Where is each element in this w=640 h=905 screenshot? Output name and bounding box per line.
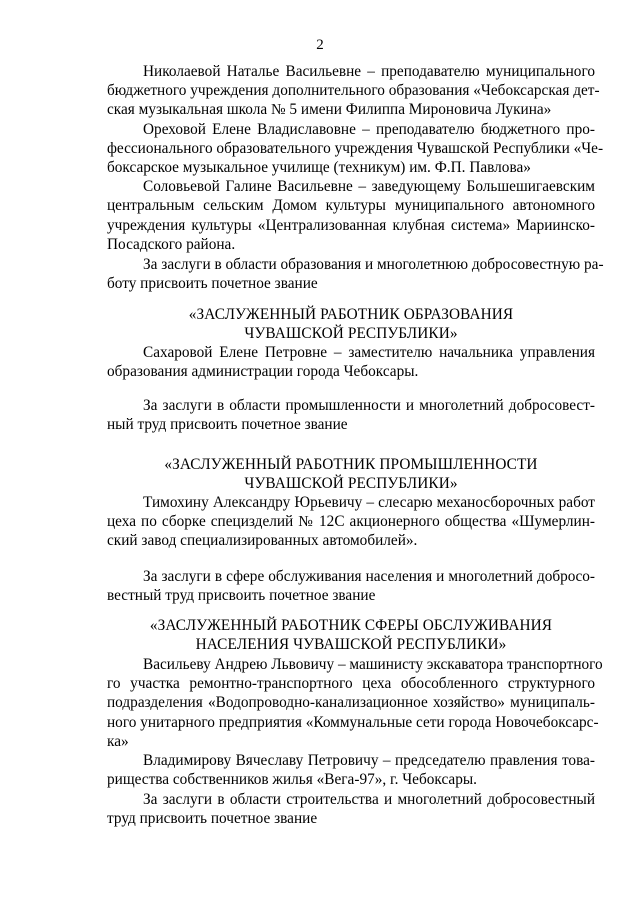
text-line: центральным сельским Домом культуры муниципального автономного: [107, 197, 595, 215]
text-line: За заслуги в области строительства и многолетний добросовестный: [143, 791, 595, 808]
honorary-title-education: [107, 306, 595, 343]
text-line: Ореховой Елене Владиславовне – преподавателю бюджетного про-: [143, 120, 595, 138]
title-line: НАСЕЛЕНИЯ ЧУВАШСКОЙ РЕСПУБЛИКИ»: [195, 635, 507, 653]
text-line: Владимирову Вячеславу Петровичу – председателю правления това-: [143, 751, 595, 769]
text-line: боксарское музыкальное училище (техникум) им. Ф.П. Павлова»: [107, 158, 531, 176]
text-line: Тимохину Александру Юрьевичу – слесарю механосборочных работ: [143, 494, 595, 511]
text-line: фессионального образовательного учреждения Чувашской Республики «Че-: [107, 139, 604, 157]
awardee-list-culture: [107, 62, 604, 254]
preamble-education: [107, 255, 604, 293]
preamble-services: [107, 567, 595, 605]
text-line: образования администрации города Чебоксары.: [107, 363, 419, 381]
honorary-title-services: [107, 617, 595, 654]
text-line: Васильеву Андрею Львовичу – машинисту экскаватора транспортного: [143, 656, 603, 673]
text-line: За заслуги в сфере обслуживания населения и многолетний доброcо-: [143, 568, 595, 585]
text-line: рищества собственников жилья «Вега-97», г. Чебоксары.: [107, 771, 477, 789]
text-line: вестный труд присвоить почетное звание: [107, 587, 376, 605]
awardee-list-services: [107, 655, 603, 789]
text-line: За заслуги в области промышленности и многолетний добросовест-: [143, 397, 595, 414]
text-line: цеха по сборке специзделий № 12С акционерного общества «Шумерлин-: [107, 513, 595, 531]
text-line: ская музыкальная школа № 5 имени Филиппа Мироновича Лукина»: [107, 101, 552, 119]
preamble-construction: [107, 790, 595, 828]
text-line: ский завод специализированных автомобилей».: [107, 532, 418, 550]
text-line: подразделения «Водопроводно-канализационное хозяйство» муниципаль-: [107, 694, 595, 712]
title-line: ЧУВАШСКОЙ РЕСПУБЛИКИ»: [244, 474, 458, 492]
title-line: «ЗАСЛУЖЕННЫЙ РАБОТНИК СФЕРЫ ОБСЛУЖИВАНИЯ: [149, 617, 553, 634]
text-line: За заслуги в области образования и многолетнюю добросовестную ра-: [143, 256, 604, 273]
text-line: боту присвоить почетное звание: [107, 275, 318, 293]
text-line: Сахаровой Елене Петровне – заместителю начальника управления: [143, 344, 595, 361]
title-line: «ЗАСЛУЖЕННЫЙ РАБОТНИК ПРОМЫШЛЕННОСТИ: [164, 456, 538, 473]
text-line: ного унитарного предприятия «Коммунальные сети города Новочебоксарс-: [107, 713, 599, 731]
text-line: Николаевой Наталье Васильевне – преподавателю муниципального: [143, 63, 595, 80]
text-line: Соловьевой Галине Васильевне – заведующему Большешигаевским: [143, 178, 595, 196]
text-line: го участка ремонтно-транспортного цеха обособленного структурного: [107, 675, 595, 693]
honorary-title-industry: [107, 456, 595, 493]
text-line: учреждения культуры «Централизованная клубная система» Мариинско-: [107, 216, 595, 234]
text-line: бюджетного учреждения дополнительного образования «Чебоксарская дет-: [107, 82, 600, 100]
title-line: «ЗАСЛУЖЕННЫЙ РАБОТНИК ОБРАЗОВАНИЯ: [188, 306, 514, 323]
text-line: труд присвоить почетное звание: [107, 810, 318, 828]
page-number: 2: [316, 37, 324, 53]
text-line: ный труд присвоить почетное звание: [107, 416, 348, 434]
text-line: Посадского района.: [107, 235, 236, 253]
text-line: ка»: [107, 732, 129, 750]
awardee-list-education: [107, 343, 595, 381]
awardee-list-industry: [107, 493, 595, 551]
title-line: ЧУВАШСКОЙ РЕСПУБЛИКИ»: [244, 324, 458, 342]
preamble-industry: [107, 396, 595, 434]
